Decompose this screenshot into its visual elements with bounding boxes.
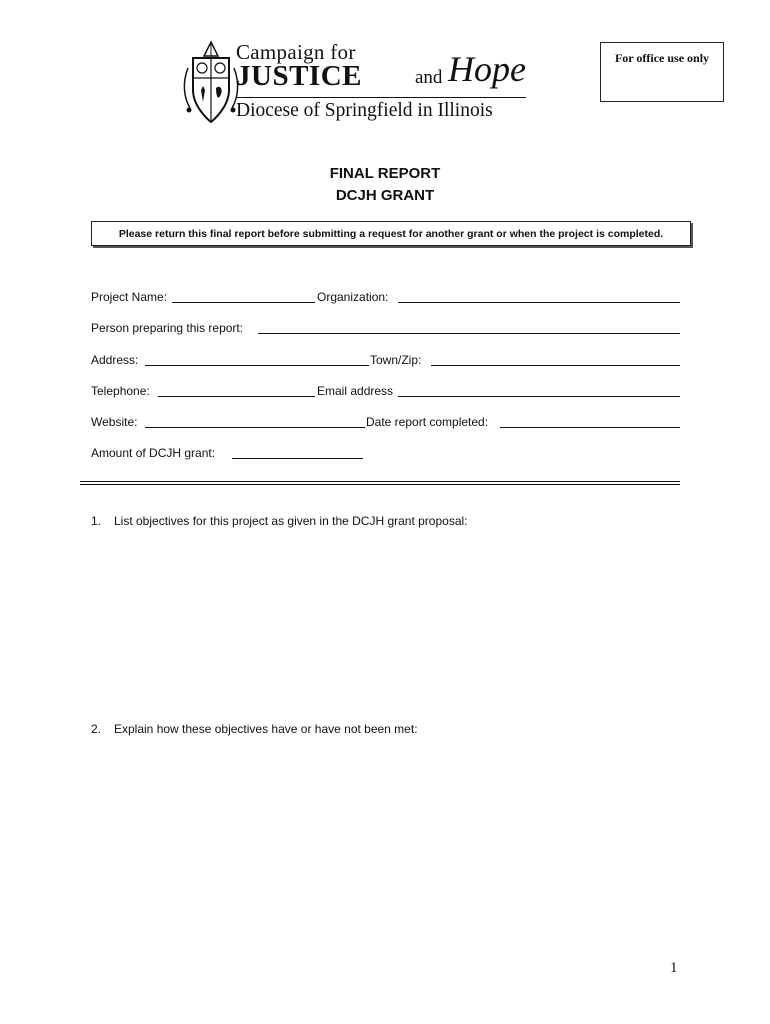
organization-field[interactable] <box>398 302 680 303</box>
question-number: 1. <box>91 514 102 528</box>
organization-label: Organization: <box>317 290 389 304</box>
grant-amount-field[interactable] <box>232 458 363 459</box>
diocese-coat-of-arms-icon <box>180 38 242 128</box>
question-text: Explain how these objectives have or have not been met: <box>114 722 418 736</box>
logo-text-campaign: Campaign for <box>236 40 356 64</box>
question-1-answer-area[interactable] <box>91 534 681 714</box>
logo-text-and: and <box>415 67 443 88</box>
office-use-box <box>600 42 724 102</box>
office-use-label: For office use only <box>614 51 710 65</box>
website-label: Website: <box>91 415 138 429</box>
date-completed-field[interactable] <box>500 427 680 428</box>
town-zip-label: Town/Zip: <box>370 353 422 367</box>
person-preparing-label: Person preparing this report: <box>91 321 244 335</box>
page-number: 1 <box>670 960 678 976</box>
logo-text-hope: Hope <box>448 49 526 89</box>
question-text: List objectives for this project as given in the DCJH grant proposal: <box>114 514 468 528</box>
project-name-field[interactable] <box>172 302 315 303</box>
section-divider-bottom <box>80 484 680 485</box>
question-number: 2. <box>91 722 102 736</box>
telephone-label: Telephone: <box>91 384 150 398</box>
email-label: Email address <box>317 384 394 398</box>
date-completed-label: Date report completed: <box>366 415 489 429</box>
logo-text-diocese: Diocese of Springfield in Illinois <box>236 100 493 121</box>
person-preparing-field[interactable] <box>258 333 680 334</box>
telephone-field[interactable] <box>158 396 315 397</box>
website-field[interactable] <box>145 427 365 428</box>
question-2 <box>91 722 418 736</box>
report-subtitle: DCJH GRANT <box>335 187 435 204</box>
logo-divider <box>236 97 526 98</box>
project-name-label: Project Name: <box>91 290 168 304</box>
logo-text-justice: JUSTICE <box>236 60 362 92</box>
instruction-notice: Please return this final report before submitting a request for another grant or when the project is completed. <box>91 221 691 246</box>
question-1 <box>91 514 468 528</box>
email-field[interactable] <box>398 396 680 397</box>
report-title: FINAL REPORT <box>329 165 441 182</box>
address-label: Address: <box>91 353 139 367</box>
town-zip-field[interactable] <box>431 365 680 366</box>
question-2-answer-area[interactable] <box>91 742 681 942</box>
grant-amount-label: Amount of DCJH grant: <box>91 446 216 460</box>
address-field[interactable] <box>145 365 369 366</box>
section-divider-top <box>80 481 680 482</box>
